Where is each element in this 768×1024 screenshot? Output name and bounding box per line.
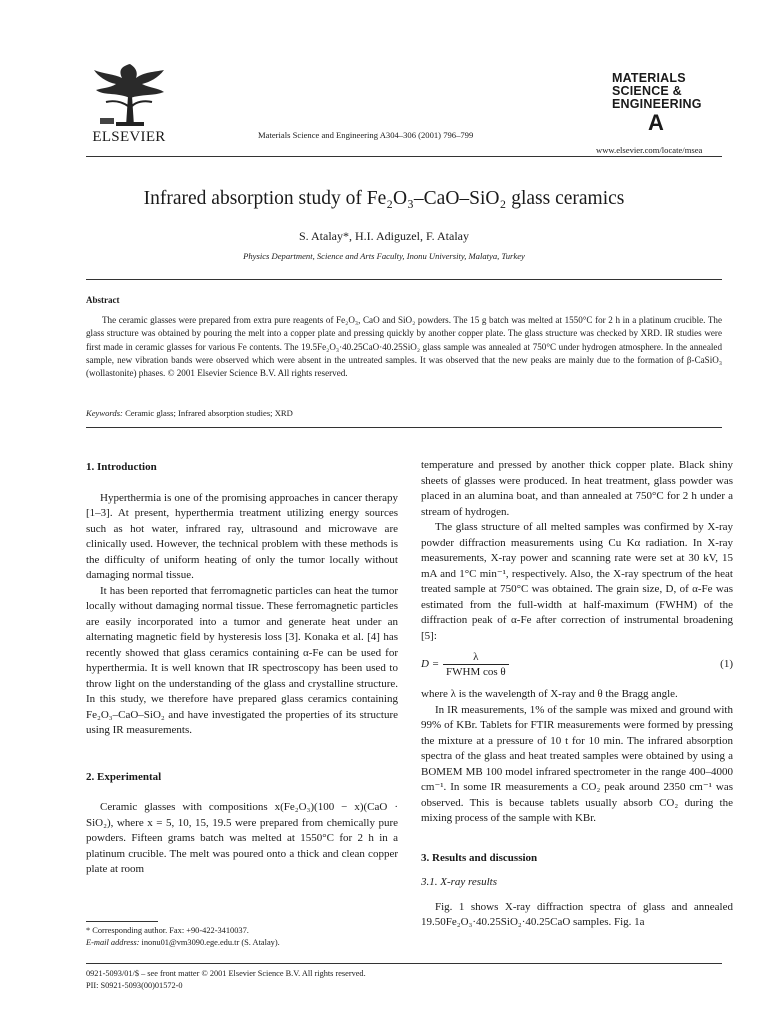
footnote-divider — [86, 921, 158, 922]
divider — [86, 279, 722, 280]
journal-reference: Materials Science and Engineering A304–306 (2001) 796–799 — [258, 130, 474, 140]
email-label: E-mail address: — [86, 938, 140, 947]
pii-line: PII: S0921-5093(00)01572-0 — [86, 981, 183, 990]
section-heading-experimental: 2. Experimental — [86, 770, 162, 783]
paragraph: Ceramic glasses with compositions x(Fe₂O₃)(100 − x)(CaO · SiO₂), where x = 5, 10, 15, 19.5 were prepared from chemically pure powders. Fifteen grams batch was melted at 1550°C for 2 h in a platinum crucible. The melt was poured onto a thick and clean copper plate at room — [86, 801, 398, 875]
copyright-block — [86, 968, 366, 992]
subsection-heading-xray: 3.1. X-ray results — [421, 876, 497, 888]
keywords — [86, 408, 293, 418]
keywords-label: Keywords: — [86, 408, 123, 418]
abstract-body: The ceramic glasses were prepared from extra pure reagents of Fe₂O₃, CaO and SiO₂ powders. The 15 g batch was melted at 1550°C for 2 h in a platinum crucible. The glass structure was obtained by pouring the melt into a copper plate and pressing quickly by another copper plate. The glass structure was checked by XRD. IR studies were first made in ceramic glasses for various Fe contents. The 19.5Fe₂O₃·40.25CaO·40.25SiO₂ glass sample was annealed at 750°C under hydrogen atmosphere. In the annealed sample, new vibration bands were observed which were absent in the untreated samples. It was observed that the new peaks are mainly due to the formation of β-CaSiO₃ (wollastonite) phases. © 2001 Elsevier Science B.V. All rights reserved. — [86, 315, 722, 379]
equation-1 — [421, 647, 733, 683]
journal-url[interactable]: www.elsevier.com/locate/msea — [596, 145, 703, 155]
divider — [86, 427, 722, 428]
divider — [86, 156, 722, 157]
author-affiliation: Physics Department, Science and Arts Faculty, Inonu University, Malatya, Turkey — [243, 251, 525, 261]
equation-numerator: λ — [443, 651, 509, 665]
journal-logo-letter: A — [648, 110, 664, 135]
publisher-name: ELSEVIER — [92, 129, 166, 145]
divider — [86, 963, 722, 964]
section-heading-introduction: 1. Introduction — [86, 461, 157, 473]
equation-fraction — [443, 651, 509, 679]
paragraph: In IR measurements, 1% of the sample was mixed and ground with 99% of KBr. Tablets for FTIR measurements were formed by pressing the mixture at a pressure of 10 t for 10 min. The infrared absorption spectra of the glass and heat treated samples were obtained by using a BOMEM MB 100 model infrared spectrometer in the range 400–4000 cm⁻¹. In some IR measurements a CO₂ peak around 2350 cm⁻¹ was observed. This is because tablets usually absorb CO₂ during the mixing process of the sample with KBr. — [421, 703, 733, 824]
equation-lhs: D = — [421, 658, 440, 671]
paragraph: temperature and pressed by another thick copper plate. Black shiny sheets of glasses were produced. In heat treatment, glass powder was placed in an alumina boat, and than annealed at 750°C for 2 h under a stream of hydrogen. — [421, 459, 733, 518]
paragraph: It has been reported that ferromagnetic particles can heat the tumor locally without damaging normal tissue. These ferromagnetic particles are easily incorporated into a tumor and generate heat under an alternating magnetic field by hysteresis loss [3]. Konaka et al. [4] has recently showed that glass ceramics containing α-Fe can be used for hyperthermia. It is well known that IR spectroscopy has been used to throw light on the understanding of the glass and crystalline structure. In this study, we therefore have prepared glass ceramics containing Fe₂O₃–CaO–SiO₂ and have investigated the properties of its structure using IR measurements. — [86, 584, 398, 736]
paragraph: Hyperthermia is one of the promising approaches in cancer therapy [1–3]. At present, hyperthermia treatment utilizing energy sources such as hot water, infrared ray, ultrasound and microwave are clinically used. However, the technical problem with these methods is the difficulty of uniform heating of only the tumor locally without damaging normal tissue. — [86, 491, 398, 581]
equation-denominator: FWHM cos θ — [446, 666, 506, 678]
author-list: S. Atalay*, H.I. Adiguzel, F. Atalay — [298, 229, 470, 243]
footnote-email — [86, 937, 280, 949]
journal-logo-line: SCIENCE & — [612, 84, 682, 98]
paper-title: Infrared absorption study of Fe₂O₃–CaO–SiO₂ glass ceramics — [143, 188, 625, 209]
abstract-heading: Abstract — [86, 295, 120, 305]
paragraph: where λ is the wavelength of X-ray and θ the Bragg angle. — [421, 688, 678, 700]
paragraph: The glass structure of all melted samples was confirmed by X-ray powder diffraction measurements using Cu Kα radiation. In X-ray measurements, X-ray power and scanning rate were set at 30 kV, 15 mA and 1°C min⁻¹, respectively. Also, the X-ray spectrum of the heat treated sample at 750°C was obtained. The grain size, D, of α-Fe was estimated from the full-width at half-maximum (FWHM) of the diffraction peak of α-Fe after correction of instrumental broadening [5]: — [421, 521, 733, 642]
keywords-list: Ceramic glass; Infrared absorption studies; XRD — [125, 408, 293, 418]
equation-number: (1) — [720, 658, 733, 671]
footnotes — [86, 925, 280, 949]
elsevier-tree-icon — [86, 62, 172, 128]
section-heading-results: 3. Results and discussion — [421, 851, 538, 864]
journal-logo-line: ENGINEERING — [612, 97, 702, 111]
paragraph: Fig. 1 shows X-ray diffraction spectra of glass and annealed 19.50Fe₂O₃·40.25SiO₂·40.25CaO samples. Fig. 1a — [421, 900, 733, 928]
email-address[interactable]: inonu01@vm3090.ege.edu.tr (S. Atalay). — [141, 938, 280, 947]
elsevier-logo — [86, 62, 172, 146]
journal-logo — [612, 72, 722, 135]
footnote-corresponding: * Corresponding author. Fax: +90-422-3410037. — [86, 926, 249, 935]
journal-logo-line: MATERIALS — [612, 71, 686, 85]
left-column — [86, 460, 398, 878]
right-column — [421, 458, 733, 931]
issn-line: 0921-5093/01/$ – see front matter © 2001 Elsevier Science B.V. All rights reserved. — [86, 969, 366, 978]
